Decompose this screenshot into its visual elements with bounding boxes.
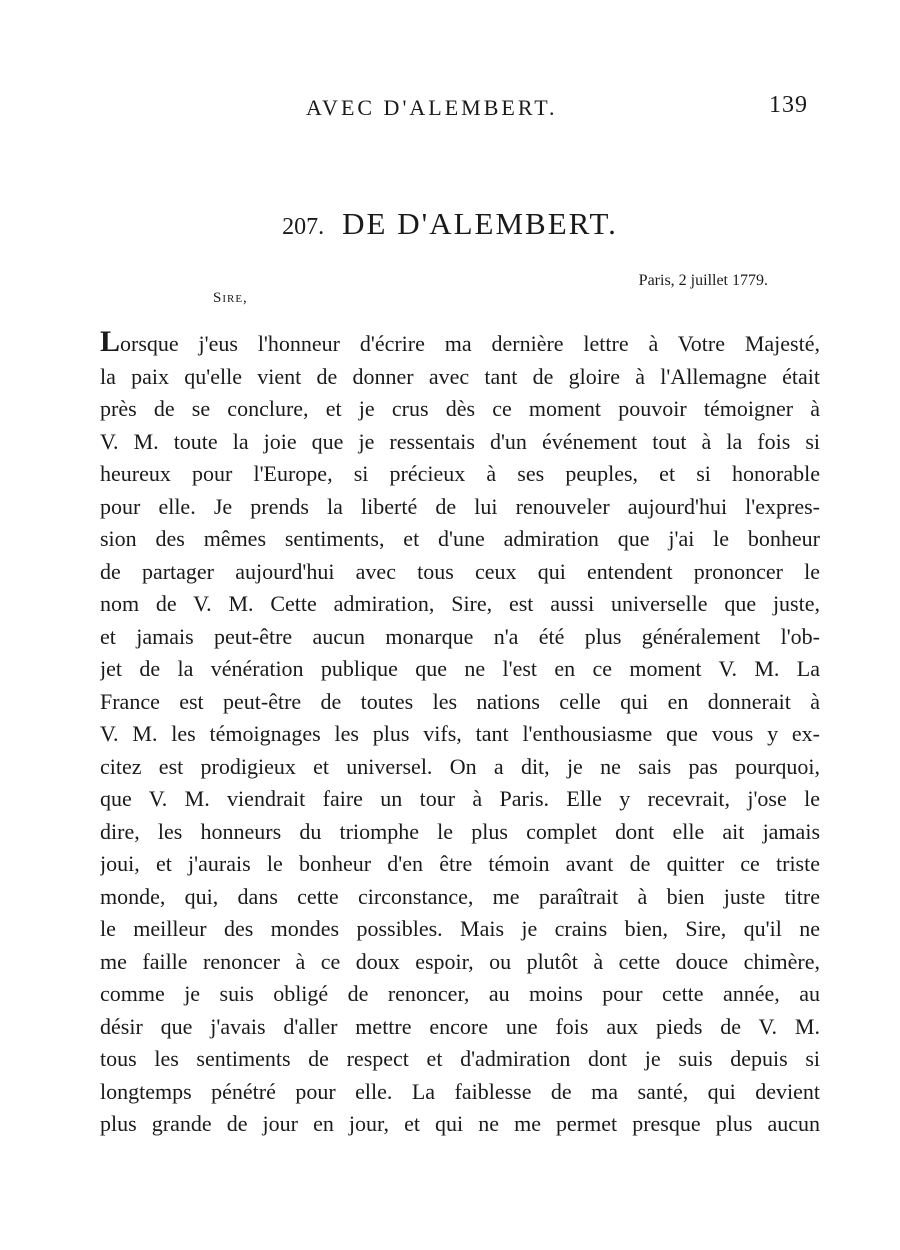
text-line (100, 848, 820, 881)
text-line-content: jet de la vénération publique que ne l'est en ce moment V. M. La (100, 656, 820, 681)
text-line (100, 978, 820, 1011)
letter-body (100, 328, 820, 1141)
text-line (100, 913, 820, 946)
text-line (100, 718, 820, 751)
text-line (100, 1011, 820, 1044)
page-number: 139 (769, 92, 808, 118)
salutation: Sire, (213, 290, 248, 306)
text-line-content: V. M. toute la joie que je ressentais d'un événement tout à la fois si (100, 428, 820, 454)
text-line-content: dire, les honneurs du triomphe le plus complet dont elle ait jamais (100, 818, 820, 844)
text-line (100, 393, 820, 426)
text-line (100, 328, 820, 361)
text-line-content: près de se conclure, et je crus dès ce moment pouvoir témoigner à (100, 396, 820, 421)
text-line (100, 1108, 820, 1141)
text-line-content: de partager aujourd'hui avec tous ceux qui entendent prononcer le (100, 558, 820, 584)
text-line (100, 588, 820, 621)
letter-number: 207. (282, 214, 325, 240)
text-line-content: joui, et j'aurais le bonheur d'en être témoin avant de quitter ce triste (100, 851, 820, 876)
text-line-content: V. M. les témoignages les plus vifs, tant l'enthousiasme que vous y ex- (100, 721, 820, 746)
text-line (100, 458, 820, 491)
text-line-content: me faille renoncer à ce doux espoir, ou plutôt à cette douce chimère, (100, 948, 820, 974)
text-line (100, 653, 820, 686)
text-line (100, 686, 820, 719)
text-line-content: orsque j'eus l'honneur d'écrire ma dernière lettre à Votre Majesté, (120, 331, 820, 356)
drop-cap: L (100, 328, 121, 358)
text-line-content: tous les sentiments de respect et d'admiration dont je suis depuis si (100, 1046, 820, 1071)
text-line (100, 621, 820, 654)
text-line (100, 946, 820, 979)
text-line (100, 881, 820, 914)
text-line-content: longtemps pénétré pour elle. La faiblesse de ma santé, qui devient (100, 1078, 820, 1104)
letter-title (0, 206, 900, 242)
text-line (100, 783, 820, 816)
text-line-content: le meilleur des mondes possibles. Mais je crains bien, Sire, qu'il ne (100, 916, 820, 941)
text-line-content: citez est prodigieux et universel. On a dit, je ne sais pas pourquoi, (100, 753, 820, 779)
running-head: AVEC D'ALEMBERT. (306, 95, 558, 120)
text-line-content: la paix qu'elle vient de donner avec tant de gloire à l'Allemagne était (100, 363, 820, 389)
text-line-content: sion des mêmes sentiments, et d'une admiration que j'ai le bonheur (100, 526, 820, 551)
text-line-content: nom de V. M. Cette admiration, Sire, est aussi universelle que juste, (100, 591, 820, 616)
text-line-content: et jamais peut-être aucun monarque n'a été plus généralement l'ob- (100, 623, 820, 649)
text-line (100, 1043, 820, 1076)
text-line (100, 426, 820, 459)
text-line (100, 556, 820, 589)
text-line-content: pour elle. Je prends la liberté de lui renouveler aujourd'hui l'expres- (100, 493, 820, 519)
text-line-content: heureux pour l'Europe, si précieux à ses peuples, et si honorable (100, 461, 820, 486)
letter-heading: DE D'ALEMBERT. (342, 206, 618, 241)
text-line (100, 491, 820, 524)
text-line-content: comme je suis obligé de renoncer, au moins pour cette année, au (100, 981, 820, 1006)
text-line-content: France est peut-être de toutes les nations celle qui en donnerait à (100, 688, 820, 714)
text-line (100, 816, 820, 849)
text-line-content: monde, qui, dans cette circonstance, me paraîtrait à bien juste titre (100, 883, 820, 909)
text-line-content: plus grande de jour en jour, et qui ne me permet presque plus aucun (100, 1111, 820, 1136)
text-line (100, 523, 820, 556)
text-line-content: que V. M. viendrait faire un tour à Paris. Elle y recevrait, j'ose le (100, 786, 820, 811)
text-line (100, 1076, 820, 1109)
text-line (100, 361, 820, 394)
dateline: Paris, 2 juillet 1779. (638, 272, 768, 289)
text-line (100, 751, 820, 784)
text-line-content: désir que j'avais d'aller mettre encore une fois aux pieds de V. M. (100, 1013, 820, 1039)
